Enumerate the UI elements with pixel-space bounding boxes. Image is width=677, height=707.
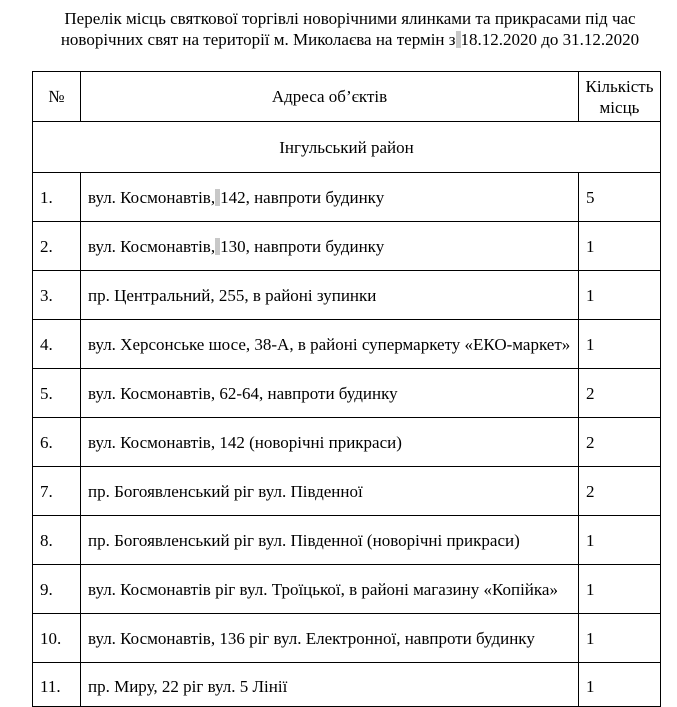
- row-address: пр. Миру, 22 ріг вул. 5 Лінії: [81, 663, 579, 707]
- row-address: вул. Херсонське шосе, 38-А, в районі супермаркету «ЕКО-маркет»: [81, 320, 579, 369]
- header-address: Адреса об’єктів: [81, 72, 579, 122]
- row-address: [81, 222, 579, 271]
- row-address: вул. Космонавтів, 136 ріг вул. Електронної, навпроти будинку: [81, 614, 579, 663]
- document-title: [0, 8, 677, 50]
- row-qty: 2: [579, 369, 661, 418]
- table-row: [33, 369, 661, 418]
- title-line-1: Перелік місць святкової торгівлі новорічними ялинками та прикрасами під час: [64, 9, 636, 28]
- row-num: 2.: [33, 222, 81, 271]
- district-name: Інгульський район: [33, 122, 661, 173]
- table-row: [33, 320, 661, 369]
- row-address-start: вул. Космонавтів,: [88, 187, 216, 207]
- row-address: вул. Космонавтів, 62-64, навпроти будинку: [81, 369, 579, 418]
- header-qty: [579, 72, 661, 122]
- title-line-2-dates: 18.12.2020 до 31.12.2020: [460, 30, 640, 49]
- row-qty: 1: [579, 614, 661, 663]
- row-num: 9.: [33, 565, 81, 614]
- table-row: [33, 467, 661, 516]
- row-qty: 5: [579, 173, 661, 222]
- row-num: 1.: [33, 173, 81, 222]
- row-qty: 1: [579, 565, 661, 614]
- row-qty: 1: [579, 271, 661, 320]
- table-row: [33, 663, 661, 707]
- row-address: [81, 173, 579, 222]
- row-address: пр. Богоявленський ріг вул. Південної (новорічні прикраси): [81, 516, 579, 565]
- row-num: 11.: [33, 663, 81, 707]
- row-qty: 1: [579, 516, 661, 565]
- row-address: вул. Космонавтів ріг вул. Троїцької, в районі магазину «Копійка»: [81, 565, 579, 614]
- header-row: [33, 72, 661, 122]
- row-num: 7.: [33, 467, 81, 516]
- row-qty: 1: [579, 320, 661, 369]
- table-row: [33, 222, 661, 271]
- row-num: 6.: [33, 418, 81, 467]
- table-row: [33, 271, 661, 320]
- table-row: [33, 516, 661, 565]
- district-row: [33, 122, 661, 173]
- row-address: пр. Центральний, 255, в районі зупинки: [81, 271, 579, 320]
- table-row: [33, 614, 661, 663]
- row-address-end: 130, навпроти будинку: [220, 236, 385, 256]
- header-qty-line1: Кількість: [585, 76, 654, 96]
- row-num: 8.: [33, 516, 81, 565]
- table-row: [33, 418, 661, 467]
- row-address: пр. Богоявленський ріг вул. Південної: [81, 467, 579, 516]
- table-row: [33, 565, 661, 614]
- row-num: 10.: [33, 614, 81, 663]
- header-num: №: [33, 72, 81, 122]
- row-num: 4.: [33, 320, 81, 369]
- locations-table: [32, 71, 661, 707]
- row-qty: 1: [579, 222, 661, 271]
- title-line-2: [0, 29, 677, 50]
- row-num: 3.: [33, 271, 81, 320]
- row-num: 5.: [33, 369, 81, 418]
- row-qty: 2: [579, 418, 661, 467]
- header-qty-line2: місць: [599, 97, 640, 117]
- row-address-end: 142, навпроти будинку: [220, 187, 385, 207]
- row-qty: 2: [579, 467, 661, 516]
- row-address-start: вул. Космонавтів,: [88, 236, 216, 256]
- row-qty: 1: [579, 663, 661, 707]
- title-line-2-start: новорічних свят на території м. Миколаєва на термін з: [60, 30, 456, 49]
- table-row: [33, 173, 661, 222]
- row-address: вул. Космонавтів, 142 (новорічні прикраси): [81, 418, 579, 467]
